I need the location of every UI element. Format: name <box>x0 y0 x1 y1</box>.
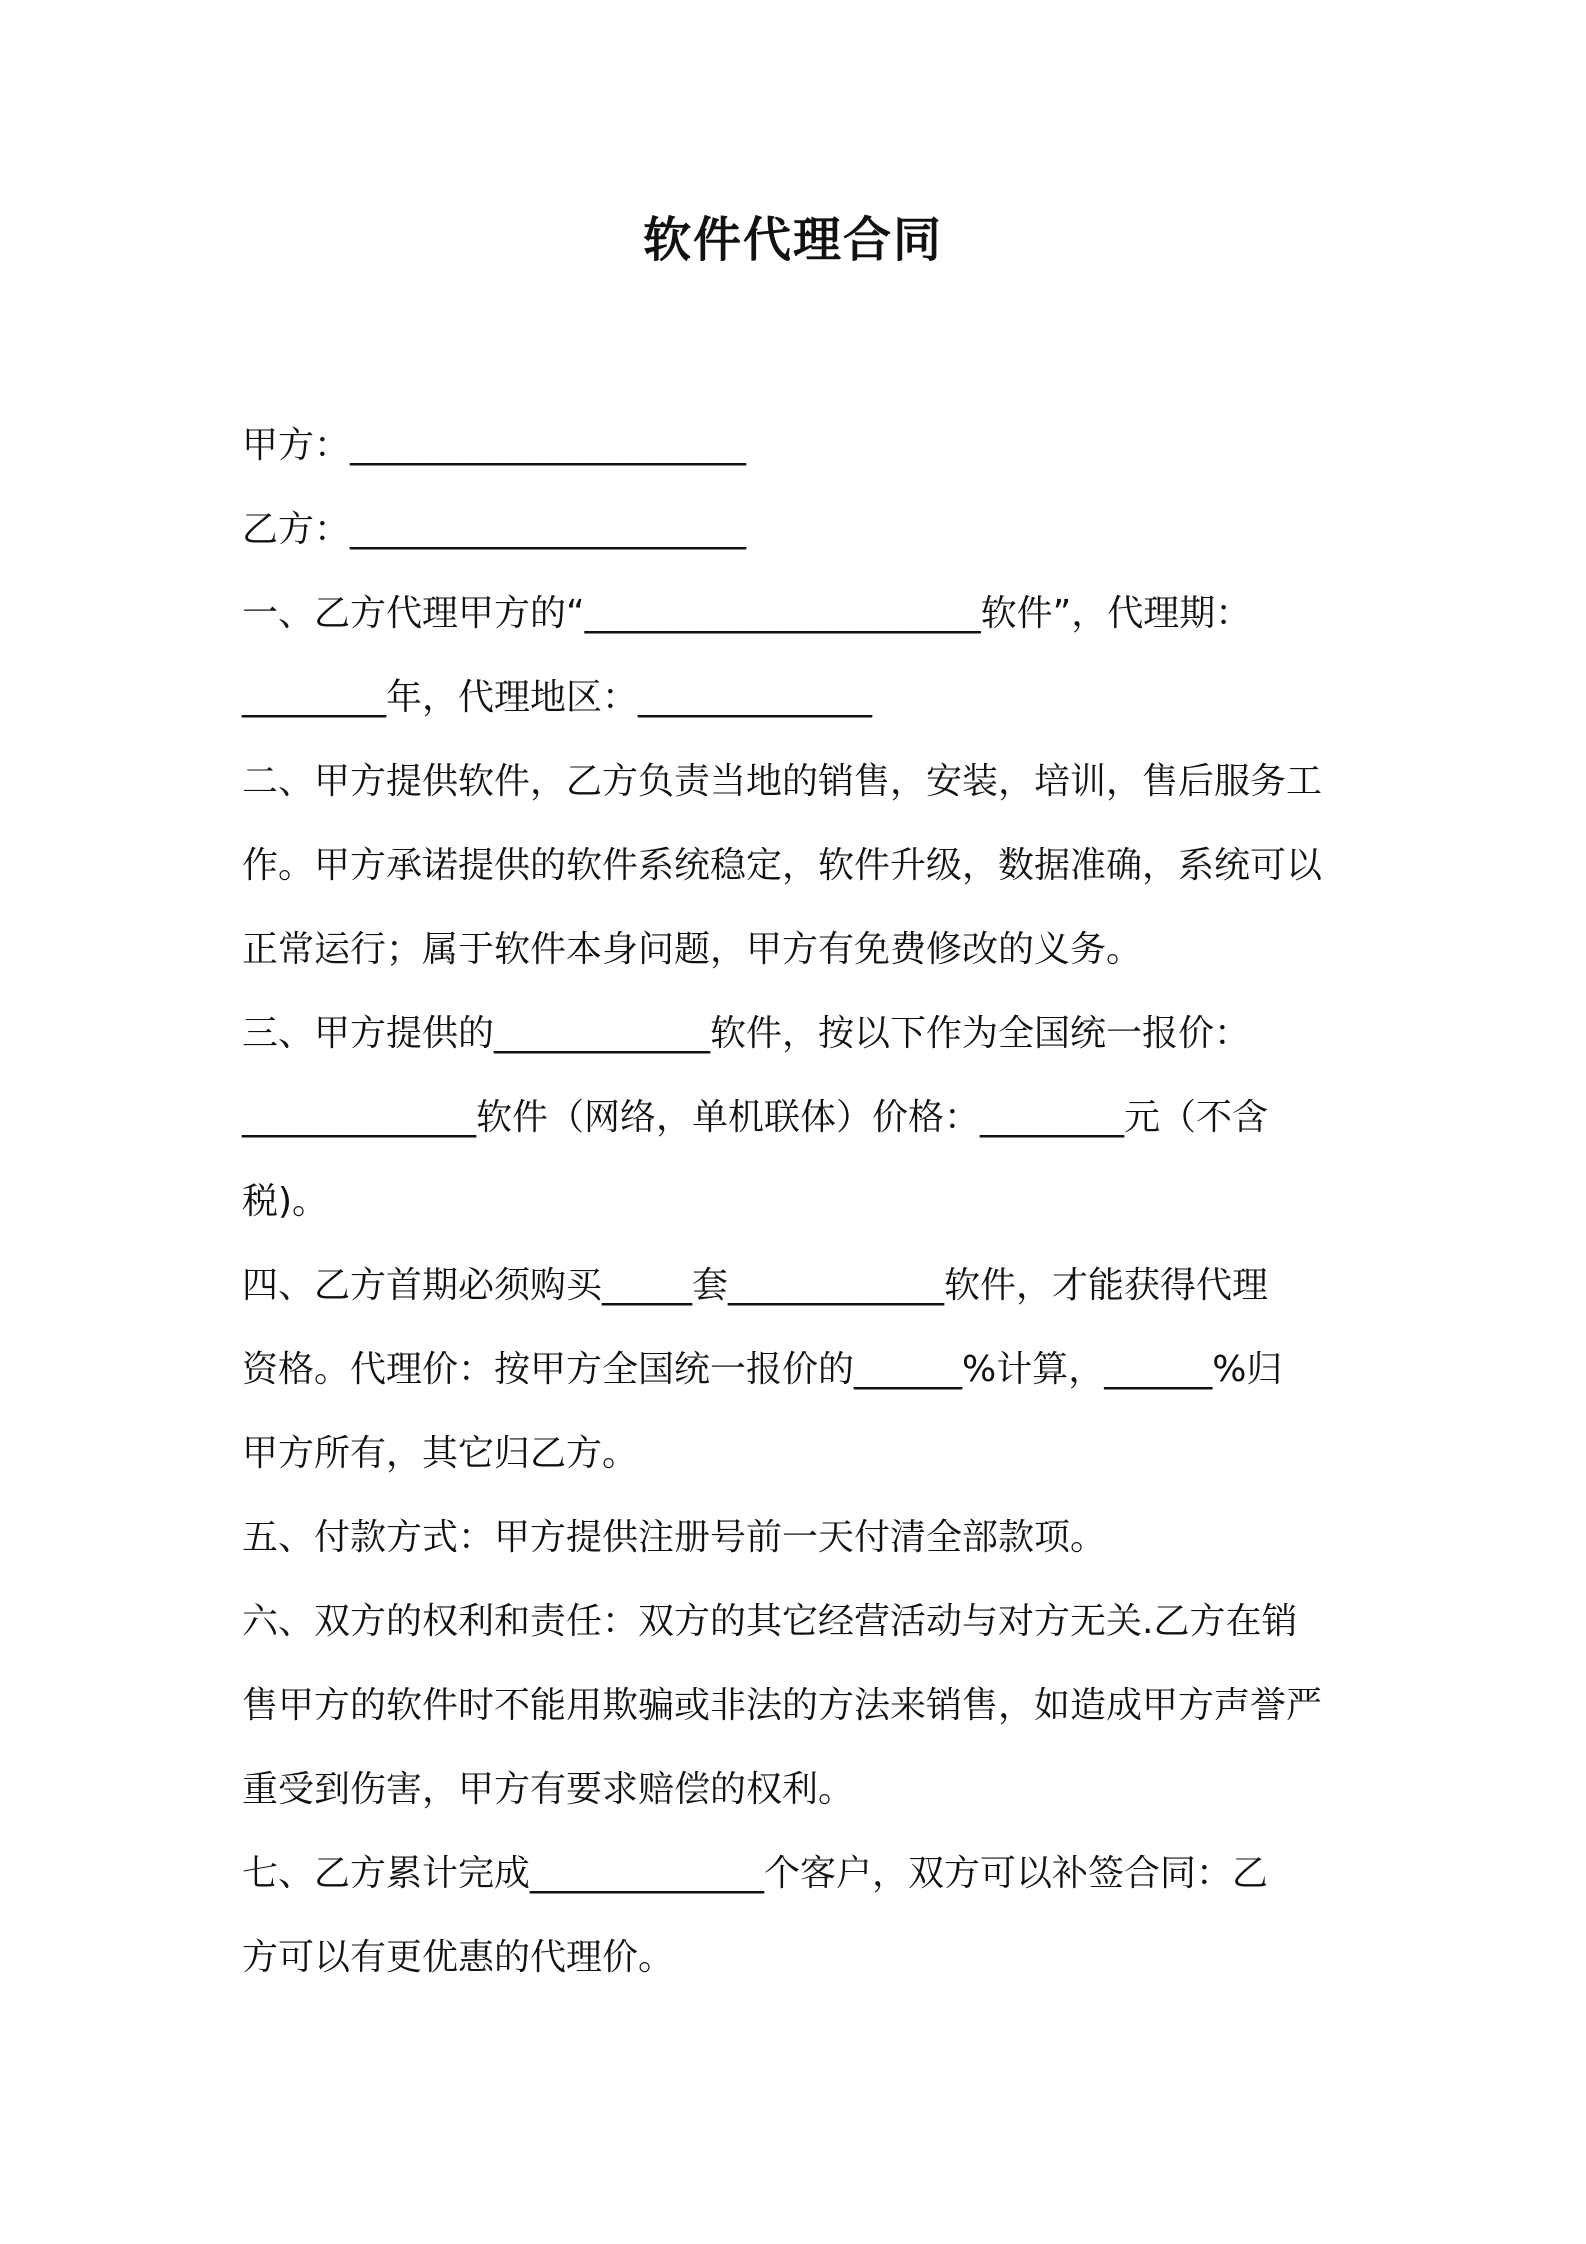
clause-6-line-3: 重受到伤害，甲方有要求赔偿的权利。 <box>242 1769 855 1810</box>
clause-6-line-2: 售甲方的软件时不能用欺骗或非法的方法来销售，如造成甲方声誉严 <box>242 1685 1323 1726</box>
clause-7-line-2: 方可以有更优惠的代理价。 <box>242 1937 675 1978</box>
clause-4-line-3: 甲方所有，其它归乙方。 <box>242 1433 639 1474</box>
clause-2-line-2: 作。甲方承诺提供的软件系统稳定，软件升级，数据准确，系统可以 <box>242 845 1323 886</box>
clause-4-line-2: 资格。代理价：按甲方全国统一报价的______%计算，______%归 <box>242 1349 1283 1390</box>
clause-5-line-1: 五、付款方式：甲方提供注册号前一天付清全部款项。 <box>242 1517 1107 1558</box>
clause-3-line-3: 税)。 <box>242 1181 329 1222</box>
clause-1-line-2: ________年，代理地区：_____________ <box>242 677 873 718</box>
clause-1-line-1: 一、乙方代理甲方的“______________________软件”，代理期： <box>242 593 1252 634</box>
party-b-line: 乙方：______________________ <box>242 509 747 550</box>
clause-6-line-1: 六、双方的权利和责任：双方的其它经营活动与对方无关.乙方在销 <box>242 1601 1298 1642</box>
clause-3-line-1: 三、甲方提供的____________软件，按以下作为全国统一报价： <box>242 1013 1251 1054</box>
clause-2-line-3: 正常运行；属于软件本身问题，甲方有免费修改的义务。 <box>242 929 1143 970</box>
document-title: 软件代理合同 <box>642 212 943 268</box>
clause-3-line-2: _____________软件（网络，单机联体）价格：________元（不含 <box>242 1097 1269 1138</box>
clause-7-line-1: 七、乙方累计完成_____________个客户，双方可以补签合同：乙 <box>242 1853 1269 1894</box>
party-a-line: 甲方：______________________ <box>242 425 747 466</box>
clause-4-line-1: 四、乙方首期必须购买_____套____________软件，才能获得代理 <box>242 1265 1269 1306</box>
document-body <box>242 404 1362 2000</box>
clause-2-line-1: 二、甲方提供软件，乙方负责当地的销售，安装，培训，售后服务工 <box>242 761 1323 802</box>
